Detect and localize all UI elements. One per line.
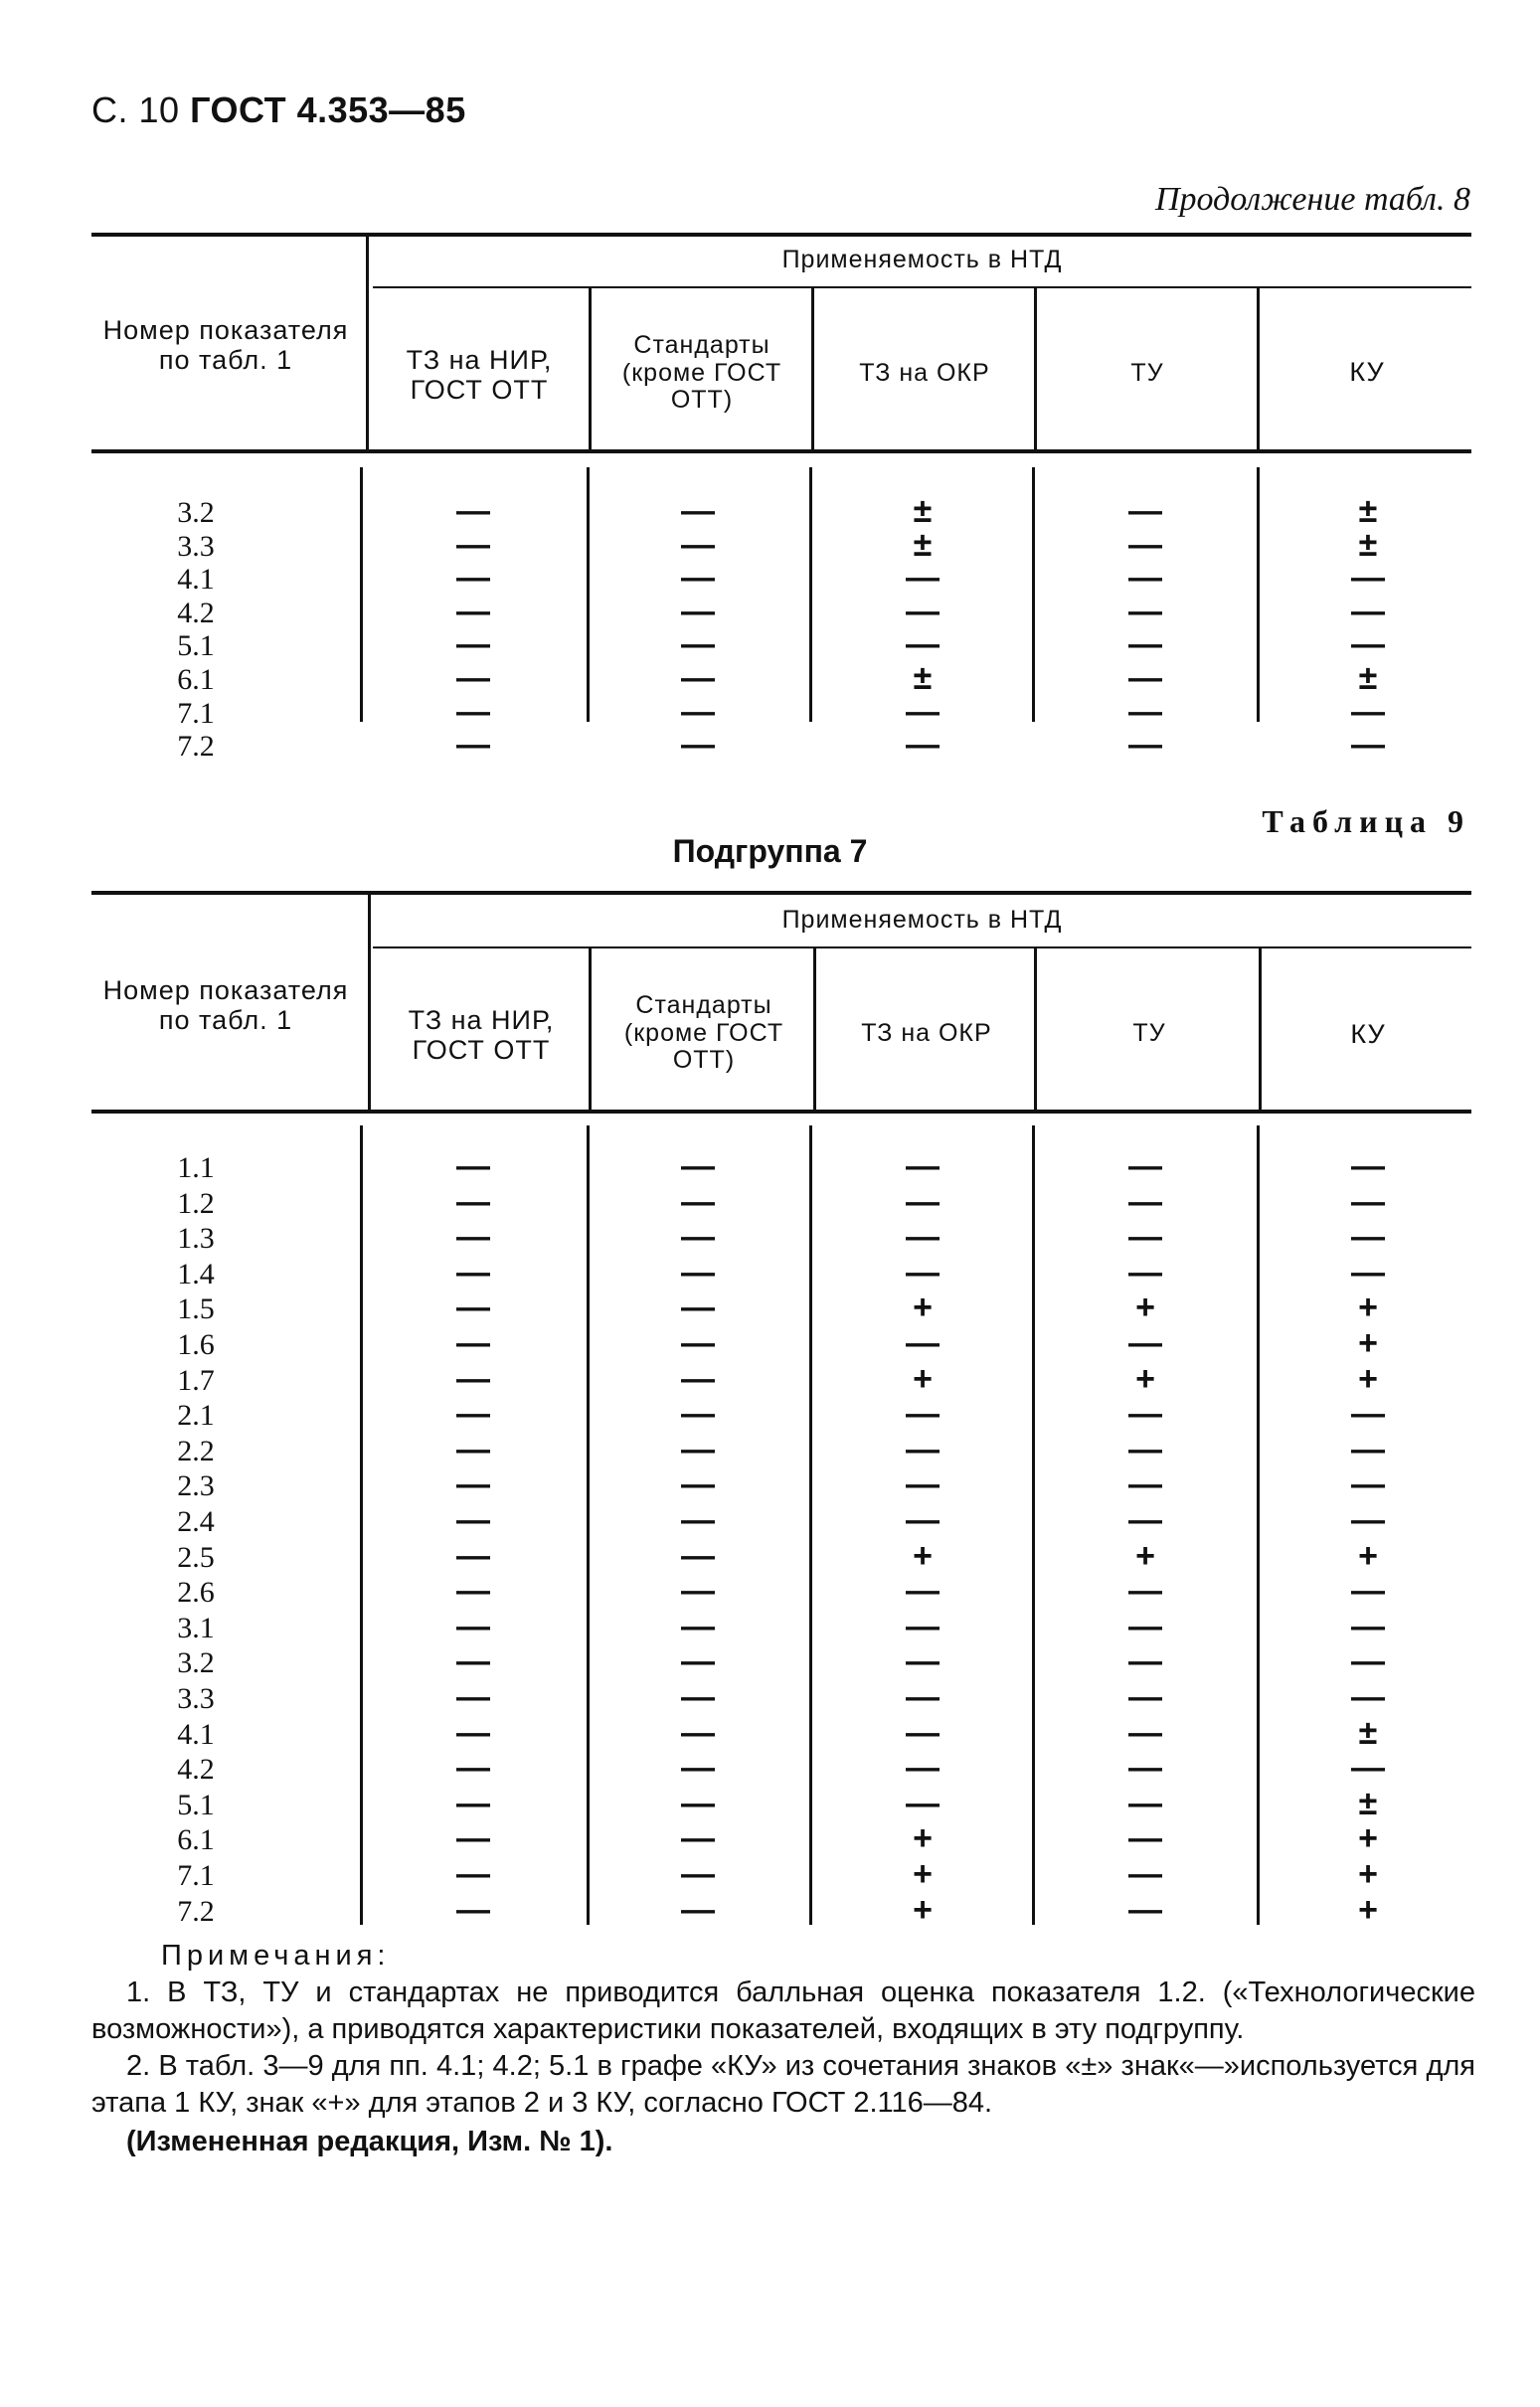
cell-value: — (1128, 1465, 1162, 1504)
page-header (91, 89, 466, 131)
page-number: С. 10 (91, 89, 180, 130)
cell-value: + (1358, 1536, 1378, 1575)
cell-value: — (681, 1501, 715, 1539)
row-number: 7.2 (177, 1894, 215, 1928)
cell-value: — (1128, 1324, 1162, 1362)
cell-value: ± (1358, 525, 1378, 564)
cell-value: — (1351, 1749, 1385, 1788)
col-header: КУ (1350, 1019, 1386, 1049)
cell-value: — (906, 1607, 940, 1645)
body-divider (587, 1125, 590, 1925)
cell-value: — (906, 1218, 940, 1257)
cell-value: + (913, 1359, 933, 1398)
table-top-rule (91, 891, 1471, 895)
cell-value: — (906, 1784, 940, 1822)
cell-value: — (456, 492, 490, 530)
cell-value: — (456, 1501, 490, 1539)
cell-value: + (1358, 1890, 1378, 1929)
cell-value: — (456, 1607, 490, 1645)
row-number: 1.1 (177, 1151, 215, 1184)
cell-value: — (1351, 625, 1385, 664)
cell-value: — (1128, 1890, 1162, 1929)
cell-value: — (681, 1395, 715, 1434)
col-header: ТУ (1132, 1019, 1166, 1047)
cell-value: — (681, 1324, 715, 1362)
row-number: 6.1 (177, 663, 215, 696)
cell-value: — (681, 1465, 715, 1504)
cell-value: — (1128, 625, 1162, 664)
cell-value: — (906, 1324, 940, 1362)
row-number: 4.1 (177, 1717, 215, 1751)
cell-value: — (1128, 1678, 1162, 1716)
cell-value: — (906, 726, 940, 765)
cell-value: — (1351, 1465, 1385, 1504)
cell-value: — (1351, 1147, 1385, 1185)
cell-value: — (681, 1642, 715, 1681)
cell-value: — (906, 1713, 940, 1752)
cell-value: — (1351, 559, 1385, 598)
cell-value: — (1128, 726, 1162, 765)
cell-value: — (1128, 1430, 1162, 1468)
cell-value: — (1128, 1855, 1162, 1893)
cell-value: — (681, 1218, 715, 1257)
cell-value: — (456, 1465, 490, 1504)
row-number: 7.1 (177, 1859, 215, 1892)
cell-value: — (681, 1819, 715, 1858)
body-divider (1257, 467, 1260, 722)
cell-value: — (906, 692, 940, 731)
cell-value: — (681, 659, 715, 697)
note-item: 1. В ТЗ, ТУ и стандартах не приводится балльная оценка показателя 1.2. («Технологические возможности»), а приводятся характеристики показателей, входящих в эту подгруппу. (91, 1977, 1475, 2045)
cell-value: — (456, 1430, 490, 1468)
row-number: 5.1 (177, 629, 215, 663)
cell-value: + (913, 1855, 933, 1893)
row-number: 4.1 (177, 563, 215, 597)
row-number: 1.6 (177, 1328, 215, 1361)
row-number: 2.3 (177, 1469, 215, 1503)
cell-value: — (1128, 1395, 1162, 1434)
cell-value: — (681, 525, 715, 564)
cell-value: — (681, 1147, 715, 1185)
cell-value: — (1128, 525, 1162, 564)
cell-value: — (1351, 1607, 1385, 1645)
cell-value: + (1135, 1289, 1155, 1327)
cell-value: — (1128, 592, 1162, 630)
cell-value: — (1128, 1572, 1162, 1611)
table8-continuation-caption: Продолжение табл. 8 (1154, 181, 1470, 218)
body-divider (1257, 1125, 1260, 1925)
body-divider (809, 1125, 812, 1925)
row-number: 3.3 (177, 1682, 215, 1715)
cell-value: ± (1358, 1784, 1378, 1822)
body-divider (1032, 467, 1035, 722)
row-number: 1.7 (177, 1363, 215, 1397)
cell-value: — (456, 625, 490, 664)
cell-value: + (1358, 1359, 1378, 1398)
cell-value: ± (1358, 659, 1378, 697)
cell-value: — (906, 1678, 940, 1716)
cell-value: — (681, 1359, 715, 1398)
cell-value: — (906, 1147, 940, 1185)
cell-value: + (913, 1536, 933, 1575)
cell-value: — (681, 559, 715, 598)
body-divider (360, 1125, 363, 1925)
col-header: ТЗ на НИР, ГОСТ ОТТ (406, 345, 553, 405)
cell-value: — (456, 525, 490, 564)
cell-value: — (1351, 1678, 1385, 1716)
group-header-rule (373, 946, 1471, 948)
cell-value: — (1128, 1253, 1162, 1291)
row-number: 3.1 (177, 1611, 215, 1644)
header-divider (1034, 288, 1037, 449)
cell-value: — (1351, 592, 1385, 630)
row-number: 1.4 (177, 1257, 215, 1290)
table9-caption: Таблица 9 (1262, 803, 1470, 839)
cell-value: — (1128, 1607, 1162, 1645)
row-number: 3.2 (177, 496, 215, 529)
header-divider (813, 948, 816, 1110)
cell-value: — (456, 1147, 490, 1185)
col-group-header: Применяемость в НТД (781, 906, 1063, 934)
row-number: 1.3 (177, 1222, 215, 1256)
cell-value: — (906, 1253, 940, 1291)
cell-value: — (456, 659, 490, 697)
cell-value: — (681, 1572, 715, 1611)
cell-value: — (681, 692, 715, 731)
row-number: 2.4 (177, 1505, 215, 1538)
cell-value: — (456, 1253, 490, 1291)
header-divider (1259, 948, 1262, 1110)
cell-value: — (681, 492, 715, 530)
cell-value: — (1128, 1501, 1162, 1539)
cell-value: — (1351, 726, 1385, 765)
cell-value: — (1128, 1147, 1162, 1185)
cell-value: — (1351, 692, 1385, 731)
cell-value: — (1128, 1713, 1162, 1752)
cell-value: + (1135, 1536, 1155, 1575)
col-row-header: Номер показателя по табл. 1 (102, 975, 349, 1035)
cell-value: — (456, 1572, 490, 1611)
cell-value: ± (1358, 492, 1378, 530)
row-number: 1.2 (177, 1186, 215, 1220)
cell-value: ± (913, 492, 933, 530)
cell-value: + (1358, 1819, 1378, 1858)
cell-value: — (681, 726, 715, 765)
cell-value: — (1128, 1749, 1162, 1788)
cell-value: — (1128, 559, 1162, 598)
cell-value: — (906, 1395, 940, 1434)
cell-value: + (1358, 1855, 1378, 1893)
cell-value: ± (1358, 1713, 1378, 1752)
header-divider (1257, 288, 1260, 449)
col-header: КУ (1349, 357, 1385, 387)
note-item: 2. В табл. 3—9 для пп. 4.1; 4.2; 5.1 в графе «КУ» из сочетания знаков «±» знак«—»используется для этапа 1 КУ, знак «+» для этапов 2 и 3 КУ, согласно ГОСТ 2.116—84. (91, 2050, 1475, 2119)
cell-value: + (1358, 1289, 1378, 1327)
cell-value: — (456, 692, 490, 731)
cell-value: + (913, 1890, 933, 1929)
cell-value: — (1128, 692, 1162, 731)
row-number: 2.2 (177, 1434, 215, 1467)
cell-value: — (456, 1182, 490, 1221)
cell-value: — (681, 1678, 715, 1716)
cell-value: — (681, 625, 715, 664)
cell-value: — (681, 1607, 715, 1645)
cell-value: — (1351, 1430, 1385, 1468)
cell-value: — (906, 625, 940, 664)
cell-value: — (456, 1713, 490, 1752)
cell-value: — (906, 1572, 940, 1611)
notes (91, 1938, 1475, 2160)
cell-value: — (906, 1182, 940, 1221)
cell-value: — (681, 1749, 715, 1788)
header-divider (1034, 948, 1037, 1110)
body-divider (809, 467, 812, 722)
cell-value: — (456, 1642, 490, 1681)
cell-value: — (1128, 1642, 1162, 1681)
header-divider (366, 235, 369, 449)
cell-value: — (456, 1324, 490, 1362)
cell-value: — (1351, 1395, 1385, 1434)
cell-value: — (681, 1855, 715, 1893)
row-number: 2.5 (177, 1540, 215, 1574)
body-divider (587, 467, 590, 722)
cell-value: + (1358, 1324, 1378, 1362)
header-divider (589, 288, 592, 449)
cell-value: — (456, 559, 490, 598)
cell-value: — (681, 1253, 715, 1291)
header-divider (811, 288, 814, 449)
cell-value: — (456, 726, 490, 765)
header-bottom-rule (91, 1110, 1471, 1114)
row-number: 4.2 (177, 1753, 215, 1787)
cell-value: — (456, 1218, 490, 1257)
cell-value: — (906, 559, 940, 598)
cell-value: — (681, 1289, 715, 1327)
cell-value: — (1128, 1182, 1162, 1221)
cell-value: — (456, 1784, 490, 1822)
cell-value: — (456, 1855, 490, 1893)
cell-value: — (906, 1430, 940, 1468)
cell-value: — (456, 1536, 490, 1575)
cell-value: — (681, 1890, 715, 1929)
cell-value: — (1351, 1218, 1385, 1257)
cell-value: — (906, 1749, 940, 1788)
cell-value: — (1128, 492, 1162, 530)
cell-value: — (681, 1784, 715, 1822)
cell-value: — (1128, 1218, 1162, 1257)
row-number: 1.5 (177, 1292, 215, 1326)
cell-value: — (1351, 1253, 1385, 1291)
notes-title: Примечания: (161, 1940, 391, 1972)
row-number: 6.1 (177, 1823, 215, 1857)
cell-value: ± (913, 659, 933, 697)
cell-value: — (1128, 659, 1162, 697)
cell-value: — (906, 1642, 940, 1681)
cell-value: + (913, 1289, 933, 1327)
cell-value: — (681, 592, 715, 630)
cell-value: — (456, 1749, 490, 1788)
col-header: ТЗ на ОКР (859, 359, 990, 387)
col-header: ТЗ на ОКР (861, 1019, 992, 1047)
cell-value: — (906, 1465, 940, 1504)
cell-value: + (913, 1819, 933, 1858)
col-row-header: Номер показателя по табл. 1 (102, 315, 349, 375)
subgroup-title: Подгруппа 7 (672, 833, 868, 869)
cell-value: + (1135, 1359, 1155, 1398)
cell-value: — (1351, 1572, 1385, 1611)
row-number: 3.3 (177, 529, 215, 563)
body-divider (1032, 1125, 1035, 1925)
col-header: Стандарты (кроме ГОСТ ОТТ) (623, 991, 784, 1074)
cell-value: — (1351, 1182, 1385, 1221)
cell-value: — (456, 1359, 490, 1398)
row-number: 7.2 (177, 730, 215, 764)
row-number: 2.6 (177, 1576, 215, 1610)
header-divider (589, 948, 592, 1110)
cell-value: — (906, 592, 940, 630)
cell-value: — (456, 592, 490, 630)
col-header: ТУ (1130, 359, 1164, 387)
row-number: 5.1 (177, 1788, 215, 1821)
cell-value: — (1128, 1819, 1162, 1858)
col-header: Стандарты (кроме ГОСТ ОТТ) (621, 331, 782, 414)
cell-value: — (681, 1430, 715, 1468)
cell-value: — (681, 1182, 715, 1221)
cell-value: — (456, 1890, 490, 1929)
cell-value: — (1128, 1784, 1162, 1822)
cell-value: — (456, 1678, 490, 1716)
col-header: ТЗ на НИР, ГОСТ ОТТ (408, 1005, 555, 1065)
cell-value: — (1351, 1642, 1385, 1681)
standard-code: ГОСТ 4.353—85 (190, 89, 466, 130)
cell-value: — (681, 1536, 715, 1575)
group-header-rule (373, 286, 1471, 288)
cell-value: ± (913, 525, 933, 564)
row-number: 7.1 (177, 696, 215, 730)
cell-value: — (681, 1713, 715, 1752)
cell-value: — (1351, 1501, 1385, 1539)
row-number: 4.2 (177, 596, 215, 629)
cell-value: — (456, 1289, 490, 1327)
cell-value: — (906, 1501, 940, 1539)
table-top-rule (91, 233, 1471, 237)
col-group-header: Применяемость в НТД (781, 246, 1063, 273)
cell-value: — (456, 1395, 490, 1434)
row-number: 2.1 (177, 1399, 215, 1433)
header-divider (368, 893, 371, 1110)
row-number: 3.2 (177, 1646, 215, 1680)
revision-note: (Измененная редакция, Изм. № 1). (126, 2126, 613, 2157)
body-divider (360, 467, 363, 722)
cell-value: — (456, 1819, 490, 1858)
header-bottom-rule (91, 449, 1471, 453)
